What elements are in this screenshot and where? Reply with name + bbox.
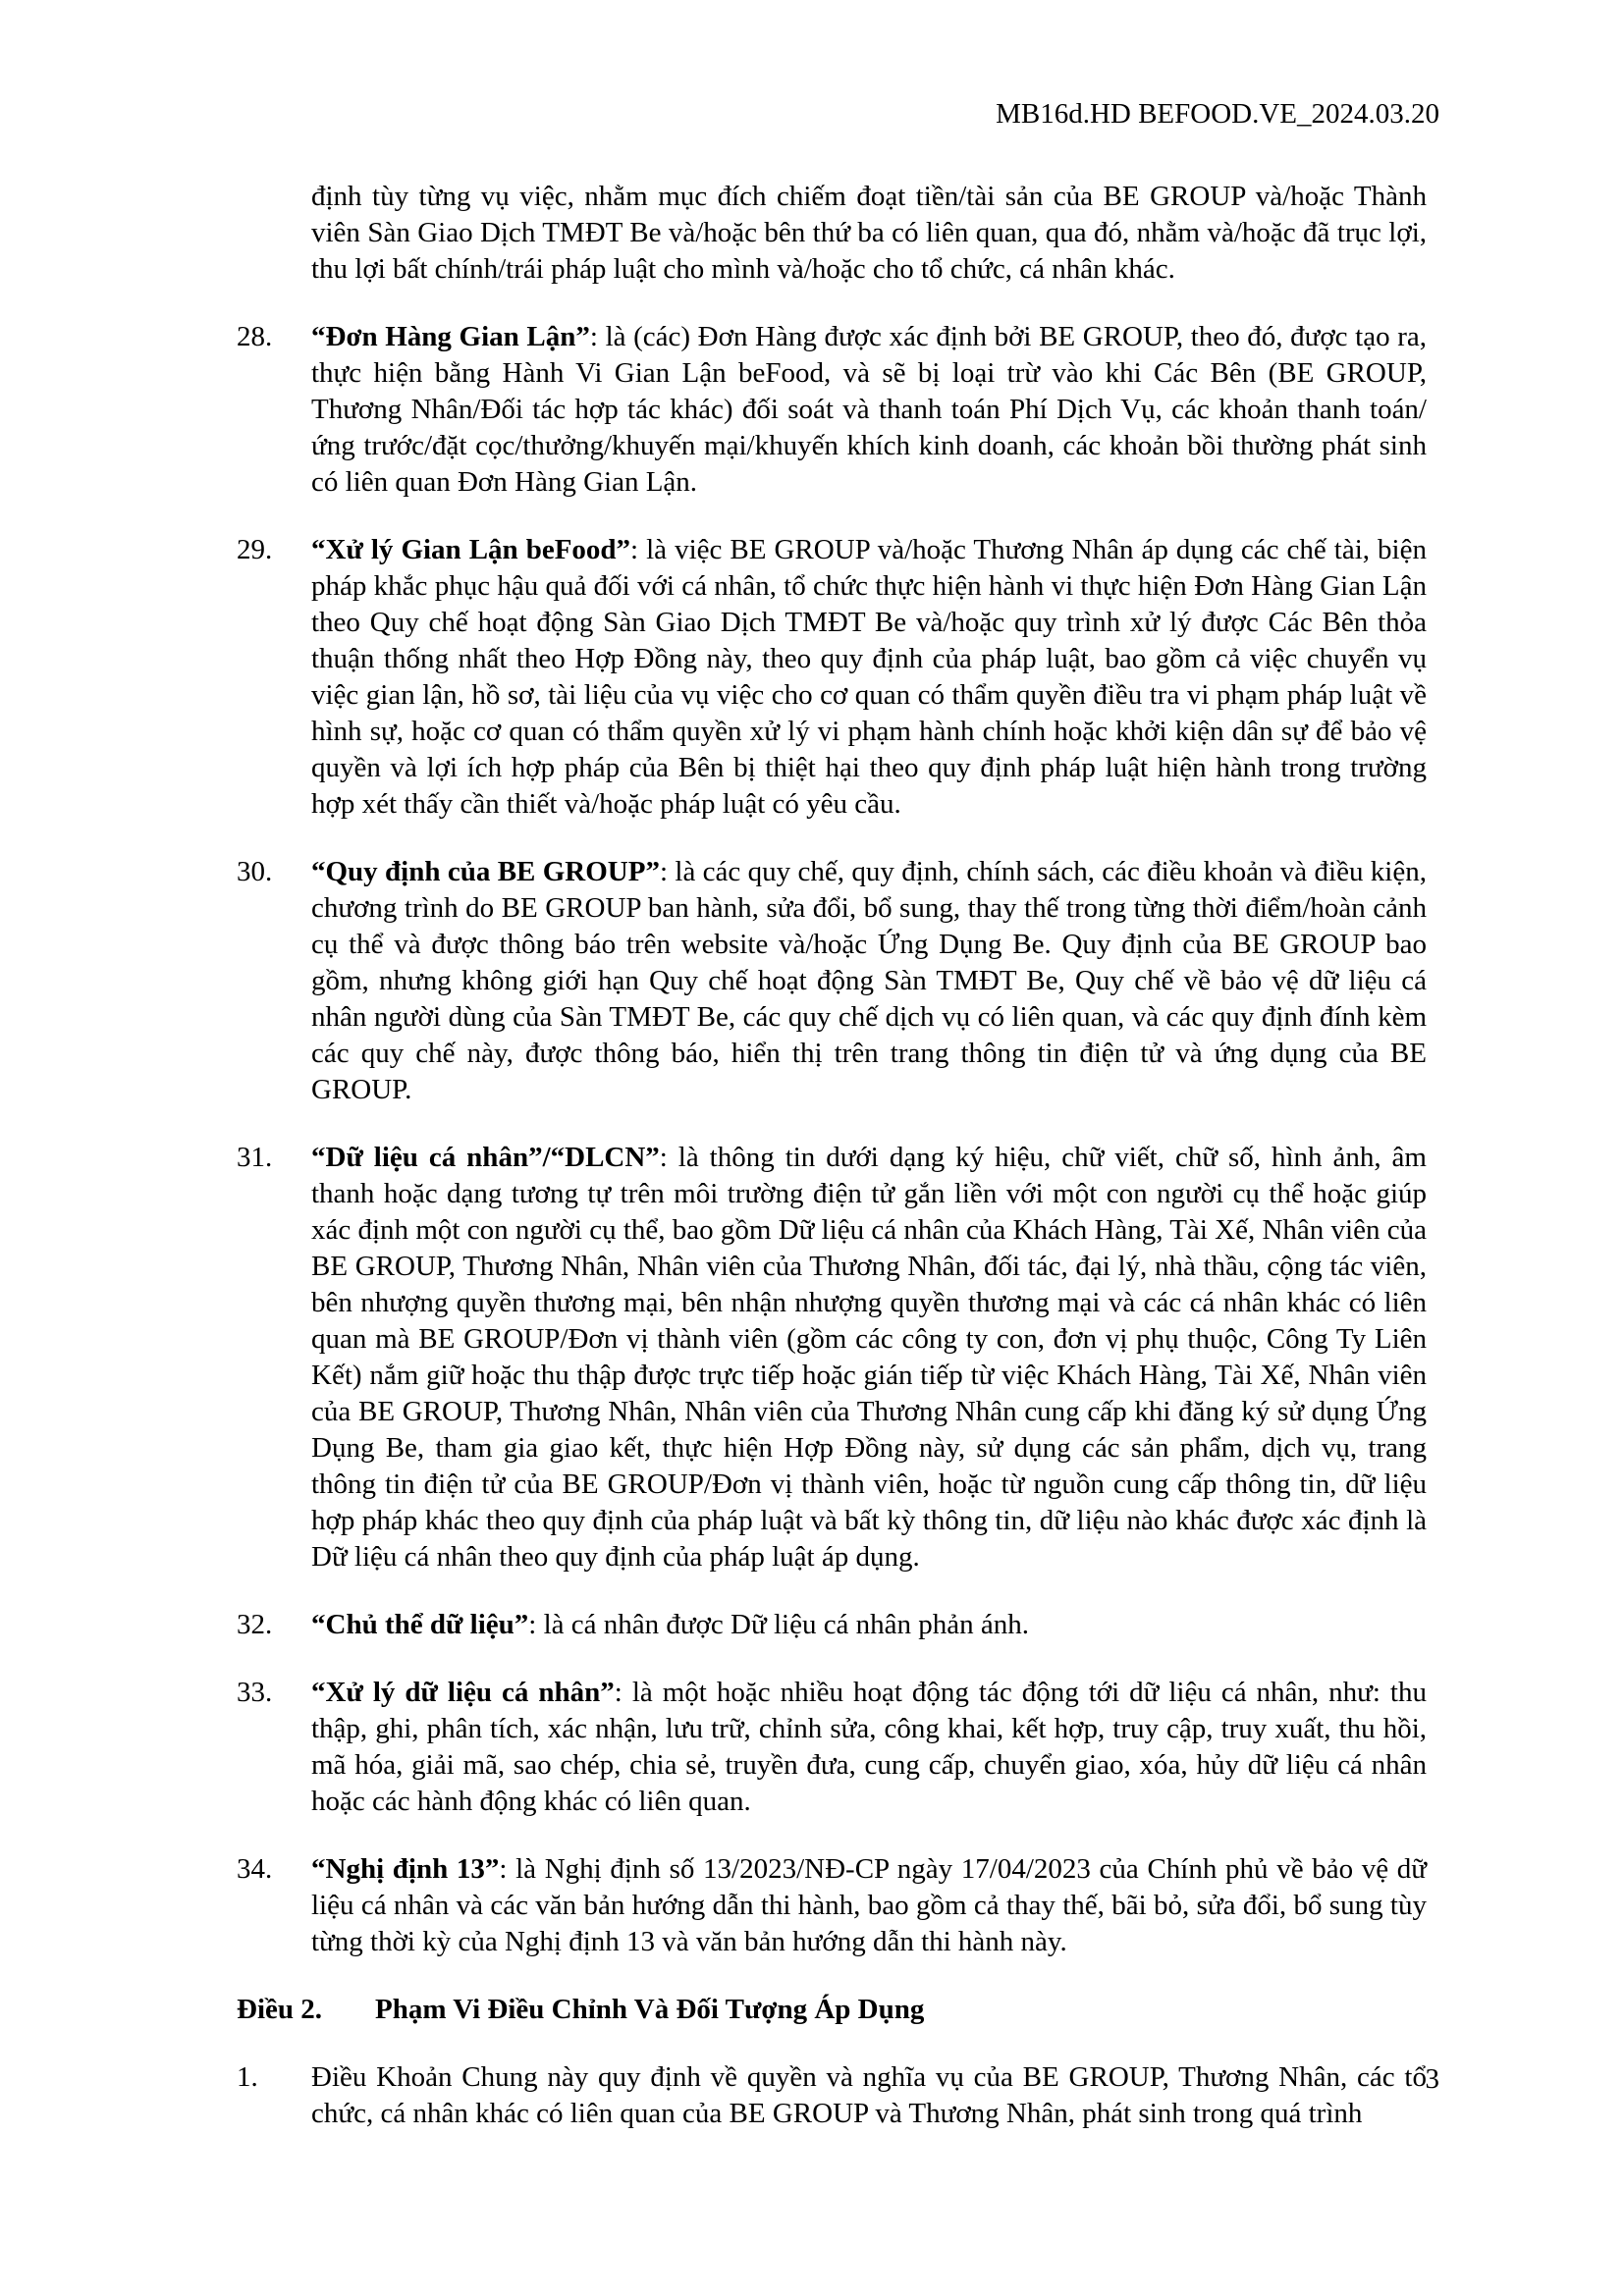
continuation-paragraph: định tùy từng vụ việc, nhằm mục đích chiếm đoạt tiền/tài sản của BE GROUP và/hoặc Thành viên Sàn Giao Dịch TMĐT Be và/hoặc bên thứ ba có liên quan, qua đó, nhằm và/hoặc đã trục lợi, thu lợi bất chính/trái pháp luật cho mình và/hoặc cho tổ chức, cá nhân khác. xyxy=(311,181,1427,285)
item-number: 34. xyxy=(237,1853,273,1885)
quote-open: “ xyxy=(311,1677,326,1708)
item-body xyxy=(311,1675,1427,1820)
defined-term: Nghị định 13 xyxy=(325,1853,485,1885)
clause-item xyxy=(237,2059,1427,2132)
defined-term: Đơn Hàng Gian Lận xyxy=(325,321,576,352)
quote-open: “ xyxy=(311,1609,326,1640)
quote-open: “ xyxy=(311,1142,326,1173)
clause-number: 1. xyxy=(237,2061,258,2093)
definition-text: : là các quy chế, quy định, chính sách, các điều khoản và điều kiện, chương trình do BE GROUP ban hành, sửa đổi, bổ sung, thay thế trong từng thời điểm/hoàn cảnh cụ thể và được thông báo trên website và/hoặc Ứng Dụng Be. Quy định của BE GROUP bao gồm, nhưng không giới hạn Quy chế hoạt động Sàn TMĐT Be, Quy chế về bảo vệ dữ liệu cá nhân người dùng của Sàn TMĐT Be, các quy chế dịch vụ có liên quan, và các quy định đính kèm các quy chế này, được thông báo, hiển thị trên trang thông tin điện tử và ứng dụng của BE GROUP. xyxy=(311,856,1427,1105)
item-body xyxy=(311,319,1427,501)
definition-item xyxy=(237,1140,1427,1575)
definition-item xyxy=(237,532,1427,823)
defined-term: Chủ thể dữ liệu xyxy=(325,1609,514,1640)
defined-term: Xử lý Gian Lận beFood xyxy=(325,534,617,565)
article-number: Điều 2. xyxy=(237,1994,322,2025)
definition-text: : là cá nhân được Dữ liệu cá nhân phản ánh. xyxy=(528,1609,1030,1640)
item-number: 29. xyxy=(237,534,273,565)
defined-term: Quy định của BE GROUP xyxy=(325,856,646,887)
page-number: 3 xyxy=(1425,2063,1439,2095)
quote-close: ” xyxy=(645,1142,660,1173)
definition-item xyxy=(237,1607,1427,1643)
item-number: 33. xyxy=(237,1677,273,1708)
item-number: 28. xyxy=(237,321,273,352)
item-body xyxy=(311,854,1427,1108)
quote-open: “ xyxy=(311,1853,326,1885)
definition-text: : là một hoặc nhiều hoạt động tác động tới dữ liệu cá nhân, như: thu thập, ghi, phân tích, xác nhận, lưu trữ, chỉnh sửa, công khai, kết hợp, truy cập, truy xuất, thu hồi, mã hóa, giải mã, sao chép, chia sẻ, truyền đưa, cung cấp, chuyển giao, xóa, hủy dữ liệu cá nhân hoặc các hành động khác có liên quan. xyxy=(311,1677,1427,1817)
definition-text: : là Nghị định số 13/2023/NĐ-CP ngày 17/04/2023 của Chính phủ về bảo vệ dữ liệu cá nhân và các văn bản hướng dẫn thi hành, bao gồm cả thay thế, bãi bỏ, sửa đổi, bổ sung tùy từng thời kỳ của Nghị định 13 và văn bản hướng dẫn thi hành này. xyxy=(311,1853,1428,1957)
quote-close: ” xyxy=(616,534,631,565)
item-number: 32. xyxy=(237,1609,273,1640)
definition-item xyxy=(237,1675,1427,1820)
quote-close: ” xyxy=(645,856,660,887)
document-body xyxy=(237,179,1427,2132)
definition-text: : là việc BE GROUP và/hoặc Thương Nhân áp dụng các chế tài, biện pháp khắc phục hậu quả đối với cá nhân, tổ chức thực hiện hành vi thực hiện Đơn Hàng Gian Lận theo Quy chế hoạt động Sàn Giao Dịch TMĐT Be và/hoặc quy trình xử lý được Các Bên thỏa thuận thống nhất theo Hợp Đồng này, theo quy định của pháp luật, bao gồm cả việc chuyển vụ việc gian lận, hồ sơ, tài liệu của vụ việc cho cơ quan có thẩm quyền điều tra vi phạm pháp luật về hình sự, hoặc cơ quan có thẩm quyền xử lý vi phạm hành chính hoặc khởi kiện dân sự để bảo vệ quyền và lợi ích hợp pháp của Bên bị thiệt hại theo quy định pháp luật hiện hành trong trường hợp xét thấy cần thiết và/hoặc pháp luật có yêu cầu. xyxy=(311,534,1427,820)
quote-close: ” xyxy=(514,1609,529,1640)
definition-item xyxy=(237,1851,1427,1960)
item-body xyxy=(311,1607,1427,1643)
item-body xyxy=(311,1851,1427,1960)
document-code: MB16d.HD BEFOOD.VE_2024.03.20 xyxy=(996,98,1439,130)
definition-text: : là (các) Đơn Hàng được xác định bởi BE GROUP, theo đó, được tạo ra, thực hiện bằng Hành Vi Gian Lận beFood, và sẽ bị loại trừ vào khi Các Bên (BE GROUP, Thương Nhân/Đối tác hợp tác khác) đối soát và thanh toán Phí Dịch Vụ, các khoản thanh toán/ứng trước/đặt cọc/thưởng/khuyến mại/khuyến khích kinh doanh, các khoản bồi thường phát sinh có liên quan Đơn Hàng Gian Lận. xyxy=(311,321,1427,498)
definition-item xyxy=(237,854,1427,1108)
item-body xyxy=(311,532,1427,823)
quote-open: “ xyxy=(311,534,326,565)
quote-close: ” xyxy=(600,1677,615,1708)
item-number: 30. xyxy=(237,856,273,887)
quote-close: ” xyxy=(484,1853,500,1885)
article-heading xyxy=(237,1992,1427,2028)
definition-text: : là thông tin dưới dạng ký hiệu, chữ viết, chữ số, hình ảnh, âm thanh hoặc dạng tương tự trên môi trường điện tử gắn liền với một con người cụ thể hoặc giúp xác định một con người cụ thể, bao gồm Dữ liệu cá nhân của Khách Hàng, Tài Xế, Nhân viên của BE GROUP, Thương Nhân, Nhân viên của Thương Nhân, đối tác, đại lý, nhà thầu, cộng tác viên, bên nhượng quyền thương mại, bên nhận nhượng quyền thương mại và các cá nhân khác có liên quan mà BE GROUP/Đơn vị thành viên (gồm các công ty con, đơn vị phụ thuộc, Công Ty Liên Kết) nắm giữ hoặc thu thập được trực tiếp hoặc gián tiếp từ việc Khách Hàng, Tài Xế, Nhân viên của BE GROUP, Thương Nhân, Nhân viên của Thương Nhân cung cấp khi đăng ký sử dụng Ứng Dụng Be, tham gia giao kết, thực hiện Hợp Đồng này, sử dụng các sản phẩm, dịch vụ, trang thông tin điện tử của BE GROUP/Đơn vị thành viên, hoặc từ nguồn cung cấp thông tin, dữ liệu hợp pháp khác theo quy định của pháp luật và bất kỳ thông tin, dữ liệu nào khác được xác định là Dữ liệu cá nhân theo quy định của pháp luật áp dụng. xyxy=(311,1142,1427,1573)
item-body xyxy=(311,1140,1427,1575)
quote-close: ” xyxy=(575,321,590,352)
clause-text: Điều Khoản Chung này quy định về quyền và nghĩa vụ của BE GROUP, Thương Nhân, các tổ chức, cá nhân khác có liên quan của BE GROUP và Thương Nhân, phát sinh trong quá trình xyxy=(311,2061,1427,2129)
definition-item xyxy=(237,319,1427,501)
quote-open: “ xyxy=(311,321,326,352)
defined-term: Xử lý dữ liệu cá nhân xyxy=(325,1677,601,1708)
defined-term: Dữ liệu cá nhân”/“DLCN xyxy=(325,1142,646,1173)
definition-list xyxy=(237,319,1427,1960)
quote-open: “ xyxy=(311,856,326,887)
item-number: 31. xyxy=(237,1142,273,1173)
article-title: Phạm Vi Điều Chỉnh Và Đối Tượng Áp Dụng xyxy=(375,1994,925,2025)
article-clause-list xyxy=(237,2059,1427,2132)
